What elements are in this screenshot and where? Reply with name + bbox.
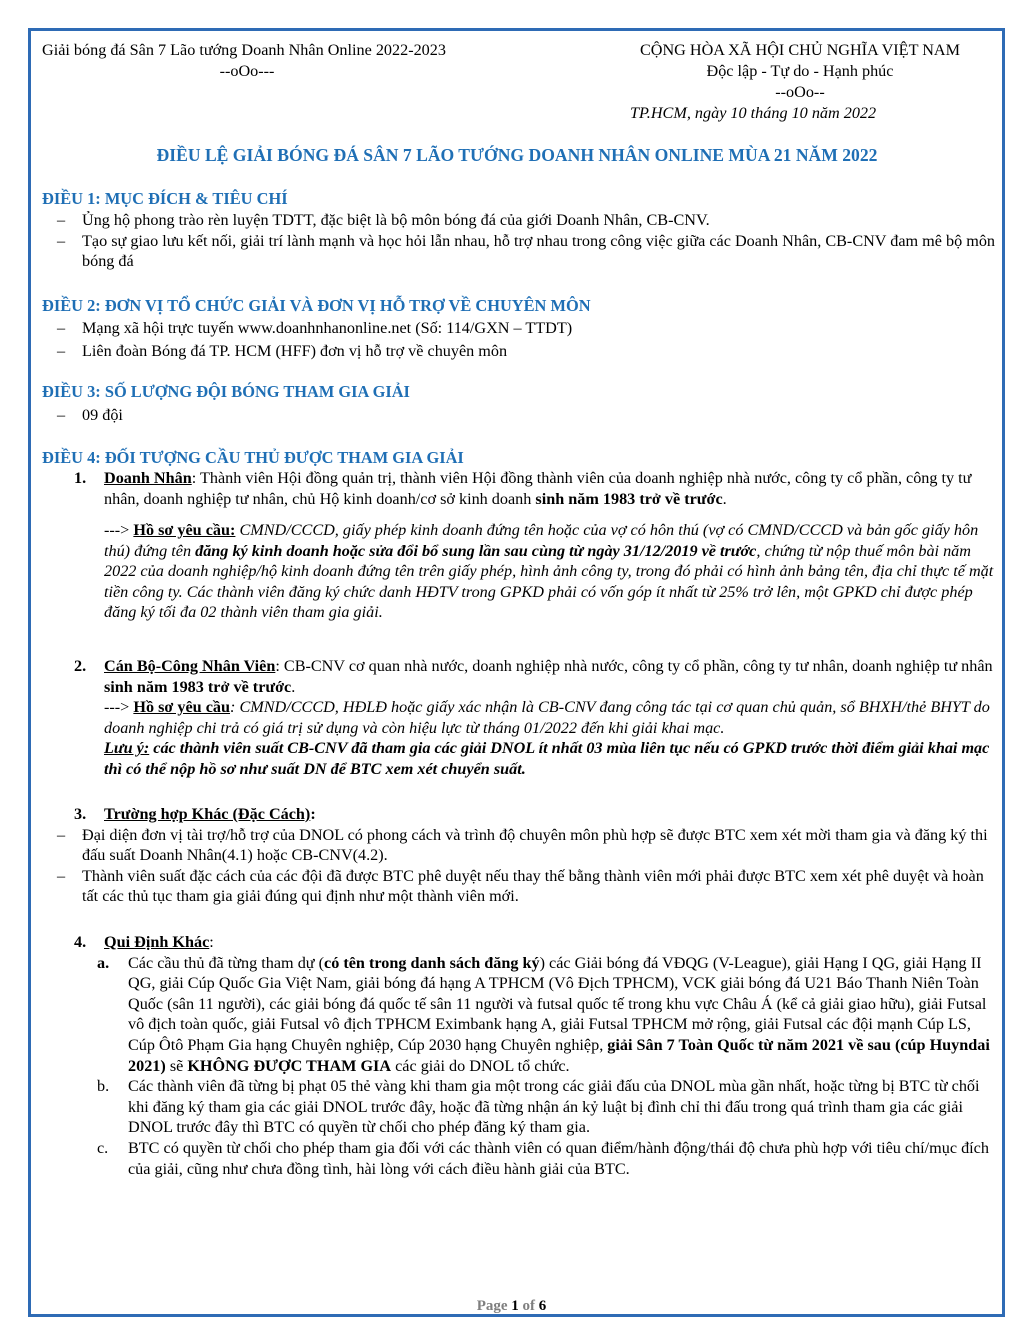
section-2-heading: ĐIỀU 2: ĐƠN VỊ TỔ CHỨC GIẢI VÀ ĐƠN VỊ HỖ TRỢ VỀ CHUYÊN MÔN xyxy=(42,296,591,315)
section-3-body xyxy=(42,405,997,426)
clause-4-1-requirements: ---> Hồ sơ yêu cầu: CMND/CCCD, giấy phép kinh doanh đứng tên hoặc của vợ có hôn thú (vợ có CMND/CCCD và bản gốc giấy hôn thú) đứng tên đăng ký kinh doanh hoặc sửa đổi bổ sung lần sau cùng từ ngày 31/12/2019 về trước, chứng từ nộp thuế môn bài năm 2022 của doanh nghiệp/hộ kinh doanh đứng tên trên giấy phép, hình ảnh công ty, trong đó phải có hình ảnh bảng tên, địa chỉ thực tế mặt tiền công ty. Các thành viên đăng ký chức danh HĐTV trong GPKD phải có vốn góp ít nhất từ 25% trở lên, một GPKD chỉ được phép đăng ký tối đa 02 thành viên tham gia giải. xyxy=(104,521,994,622)
header-left-separator: --oOo--- xyxy=(219,62,275,80)
clause-4-1: 1. Doanh Nhân: Thành viên Hội đồng quản trị, thành viên Hội đồng thành viên của doanh nghiệp nhà nước, công ty cổ phần, công ty tư nhân, doanh nghiệp tư nhân, chủ Hộ kinh doanh/cơ sở kinh doanh sinh năm 1983 trở về trước. xyxy=(74,469,972,508)
clause-label: Trường hợp Khác (Đặc Cách) xyxy=(104,805,311,823)
header-right xyxy=(600,40,1000,103)
clause-4-4: 4. Qui Định Khác: a. Các cầu thủ đã từng tham dự (có tên trong danh sách đăng ký) các Giải bóng đá VĐQG (V-League), giải Hạng I QG, giải Hạng II QG, giải Cúp Quốc Gia Việt Nam, giải bóng đá hạng A TPHCM (Vô Địch TPHCM), VCK giải bóng đá U21 Báo Thanh Niên Toàn Quốc (sân 11 người), các giải bóng đá quốc tế sân 11 người và futsal quốc tế trong khu vực Châu Á (kể cả giải giao hữu), giải Futsal vô địch toàn quốc, giải Futsal vô địch TPHCM Eximbank hạng A, giải Futsal TPHCM mở rộng, giải Futsal các đội mạnh Cúp LS, Cúp Ôtô Phạm Gia hạng Chuyên nghiệp, Cúp 2030 hạng Chuyên nghiệp, giải Sân 7 Toàn Quốc từ năm 2021 về sau (cúp Huyndai 2021) sẽ KHÔNG ĐƯỢC THAM GIA các giải do DNOL tổ chức. b. Các thành viên đã từng bị phạt 05 thẻ vàng khi tham gia một trong các giải đấu của DNOL mùa gần nhất, hoặc từng bị BTC từ chối khi đăng ký tham gia các giải DNOL trước đây, hoặc đã từng nhận án kỷ luật bị đình chỉ thi đấu trong quá trình tham gia các giải DNOL trước đây thì BTC có quyền từ chối cho phép đăng ký tham gia. c. BTC có quyền từ chối cho phép tham gia đối với các thành viên có quan điểm/hành động/thái độ chưa phù hợp với tiêu chí/mục đích của giải, cũng như chưa đồng tình, hài lòng với cách điều hành giải của BTC. xyxy=(42,932,997,1179)
document-title: ĐIỀU LỆ GIẢI BÓNG ĐÁ SÂN 7 LÃO TƯỚNG DOANH NHÂN ONLINE MÙA 21 NĂM 2022 xyxy=(156,145,878,165)
clause-4-2: 2. Cán Bộ-Công Nhân Viên: CB-CNV cơ quan nhà nước, doanh nghiệp nhà nước, công ty cổ phần, công ty tư nhân, doanh nghiệp tư nhân sinh năm 1983 trở về trước. ---> Hồ sơ yêu cầu: CMND/CCCD, HĐLĐ hoặc giấy xác nhận là CB-CNV đang công tác tại cơ quan chủ quản, sổ BHXH/thẻ BHYT do doanh nghiệp chi trả có giá trị sử dụng và còn hiệu lực từ tháng 01/2022 đến khi giải khai mạc. Lưu ý: các thành viên suất CB-CNV đã tham gia các giải DNOL ít nhất 03 mùa liên tục nếu có GPKD trước thời điểm giải khai mạc thì có thể nộp hồ sơ như suất DN để BTC xem xét chuyển suất. xyxy=(74,657,993,778)
list-item: b. Các thành viên đã từng bị phạt 05 thẻ vàng khi tham gia một trong các giải đấu của DNOL mùa gần nhất, hoặc từng bị BTC từ chối khi đăng ký tham gia các giải DNOL trước đây, hoặc đã từng nhận án kỷ luật bị đình chỉ thi đấu trong quá trình tham gia các giải DNOL trước đây thì BTC có quyền từ chối cho phép đăng ký tham gia. xyxy=(97,1077,980,1137)
header-left xyxy=(42,40,512,82)
document-date: TP.HCM, ngày 10 tháng 10 năm 2022 xyxy=(630,104,877,122)
list-item: c. BTC có quyền từ chối cho phép tham gia đối với các thành viên có quan điểm/hành động/thái độ chưa phù hợp với tiêu chí/mục đích của giải, cũng như chưa đồng tình, hài lòng với cách điều hành giải của BTC. xyxy=(97,1138,989,1178)
section-1-heading: ĐIỀU 1: MỤC ĐÍCH & TIÊU CHÍ xyxy=(42,189,288,208)
tournament-name: Giải bóng đá Sân 7 Lão tướng Doanh Nhân Online 2022-2023 xyxy=(42,41,446,59)
section-4-heading: ĐIỀU 4: ĐỐI TƯỢNG CẦU THỦ ĐƯỢC THAM GIA GIẢI xyxy=(42,448,464,467)
clause-label: Qui Định Khác xyxy=(104,933,210,951)
list-item: – Đại diện đơn vị tài trợ/hỗ trợ của DNOL có phong cách và trình độ chuyên môn phù hợp sẽ được BTC xem xét mời tham gia và đăng ký thi đấu suất Doanh Nhân(4.1) hoặc CB-CNV(4.2). xyxy=(57,825,988,865)
clause-label: Doanh Nhân xyxy=(104,469,192,487)
list-item: – Liên đoàn Bóng đá TP. HCM (HFF) đơn vị hỗ trợ về chuyên môn xyxy=(57,341,508,360)
page-footer: Page 1 of 6 xyxy=(476,1298,547,1314)
list-item: – Thành viên suất đặc cách của các đội đã được BTC phê duyệt nếu thay thế bằng thành viên mới phải được BTC xem xét phê duyệt và hoàn tất các thủ tục tham gia giải đúng qui định như một thành viên mới. xyxy=(57,866,984,906)
national-title: CỘNG HÒA XÃ HỘI CHỦ NGHĨA VIỆT NAM xyxy=(639,41,960,59)
list-item: – 09 đội xyxy=(57,406,123,424)
national-motto: Độc lập - Tự do - Hạnh phúc xyxy=(706,62,894,80)
list-item: – Tạo sự giao lưu kết nối, giải trí lành mạnh và học hỏi lẫn nhau, hỗ trợ nhau trong công việc giữa các Doanh Nhân, CB-CNV đam mê bộ môn bóng đá xyxy=(57,231,996,271)
list-item: – Ủng hộ phong trào rèn luyện TDTT, đặc biệt là bộ môn bóng đá của giới Doanh Nhân, CB-CNV. xyxy=(57,211,710,229)
list-item: – Mạng xã hội trực tuyến www.doanhnhanonline.net (Số: 114/GXN – TTDT) xyxy=(57,319,573,337)
section-1-body xyxy=(42,210,997,272)
list-item: a. Các cầu thủ đã từng tham dự (có tên trong danh sách đăng ký) các Giải bóng đá VĐQG (V-League), giải Hạng I QG, giải Hạng II QG, giải Cúp Quốc Gia Việt Nam, giải bóng đá hạng A TPHCM (Vô Địch TPHCM), VCK giải bóng đá U21 Báo Thanh Niên Toàn Quốc (sân 11 người), các giải bóng đá quốc tế sân 11 người và futsal quốc tế trong khu vực Châu Á (kể cả giải giao hữu), giải Futsal vô địch toàn quốc, giải Futsal vô địch TPHCM Eximbank hạng A, giải Futsal TPHCM mở rộng, giải Futsal các đội mạnh Cúp LS, Cúp Ôtô Phạm Gia hạng Chuyên nghiệp, Cúp 2030 hạng Chuyên nghiệp, giải Sân 7 Toàn Quốc từ năm 2021 về sau (cúp Huyndai 2021) sẽ KHÔNG ĐƯỢC THAM GIA các giải do DNOL tổ chức. xyxy=(97,953,990,1075)
header-right-separator: --oOo-- xyxy=(775,83,825,101)
section-2-body xyxy=(42,318,997,361)
section-3-heading: ĐIỀU 3: SỐ LƯỢNG ĐỘI BÓNG THAM GIA GIẢI xyxy=(42,382,410,401)
clause-label: Cán Bộ-Công Nhân Viên xyxy=(104,657,276,675)
clause-4-3: 3. Trường hợp Khác (Đặc Cách): – Đại diện đơn vị tài trợ/hỗ trợ của DNOL có phong cách và trình độ chuyên môn phù hợp sẽ được BTC xem xét mời tham gia và đăng ký thi đấu suất Doanh Nhân(4.1) hoặc CB-CNV(4.2). – Thành viên suất đặc cách của các đội đã được BTC phê duyệt nếu thay thế bằng thành viên mới phải được BTC xem xét phê duyệt và hoàn tất các thủ tục tham gia giải đúng qui định như một thành viên mới. xyxy=(42,804,997,907)
